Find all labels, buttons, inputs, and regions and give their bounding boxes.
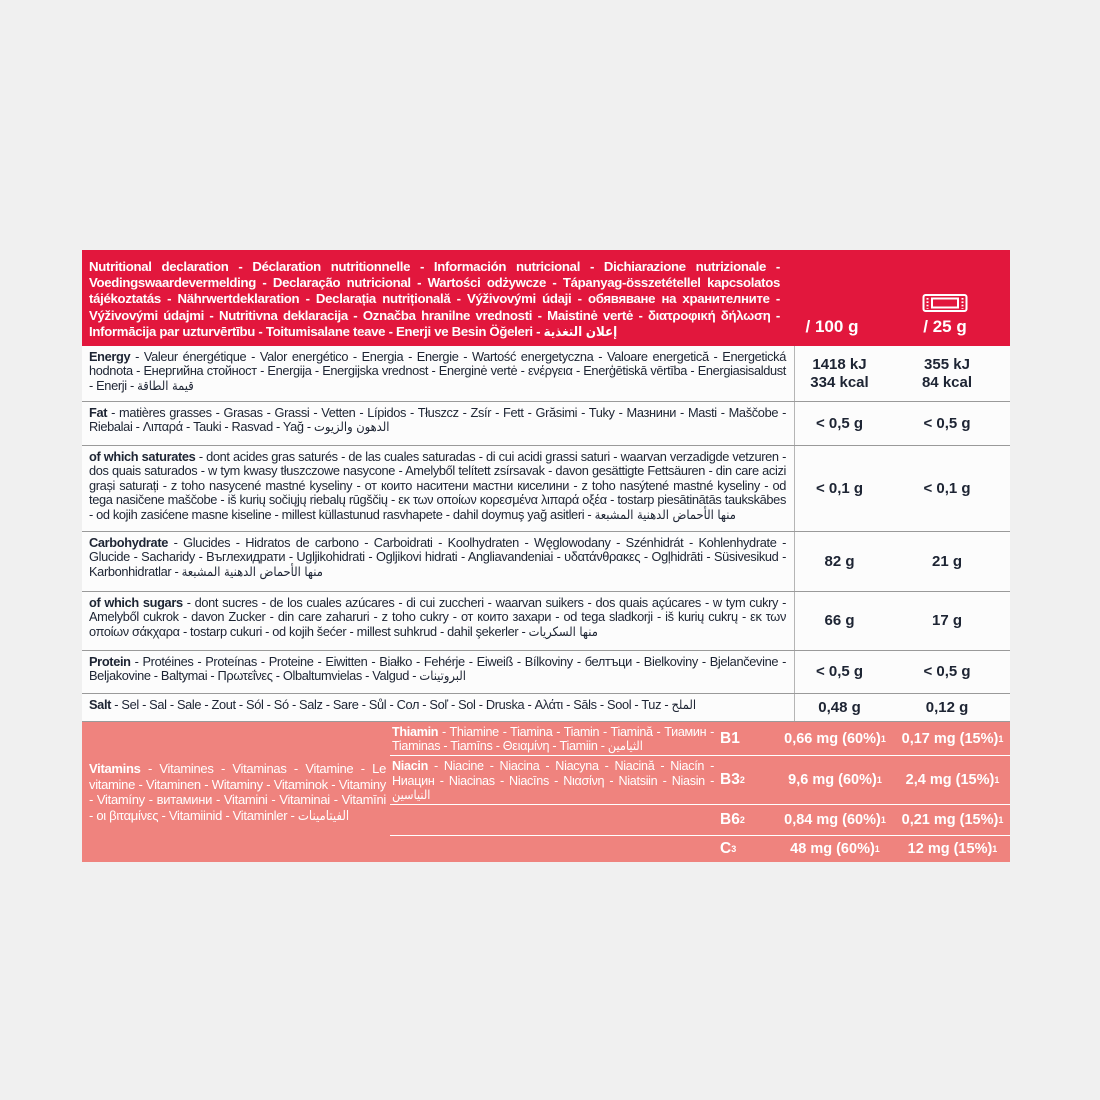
fat-value-per-25g: < 0,5 g <box>923 414 971 432</box>
energy-bar-icon <box>922 292 968 314</box>
protein-value-per-100g: < 0,5 g <box>794 651 884 693</box>
niacin-label: Niacin - Niacine - Niacina - Niacyna - Niacină - Niacín - Ниацин - Niacinas - Niacīns - Νιασίνη - Niatsiin - Niasin - النياسين <box>392 759 714 802</box>
column-header-per-100g <box>784 257 880 340</box>
energy-kj-25: 355 kJ <box>924 355 970 373</box>
carbohydrate-label-lead: Carbohydrate <box>89 535 168 551</box>
carbohydrate-label <box>82 532 794 591</box>
vitamins-rows <box>390 722 1010 862</box>
vitamin-row-c <box>390 836 1010 862</box>
salt-label-lead: Salt <box>89 697 112 713</box>
fat-value-per-100g: < 0,5 g <box>794 402 884 445</box>
vitamin-code-c: C 3 <box>720 840 737 858</box>
vitamin-row-b6 <box>390 805 1010 836</box>
b1-value-per-25g: 0,17 mg (15%) 1 <box>901 730 1004 747</box>
carbohydrate-value-per-100g: 82 g <box>794 532 884 591</box>
vitamin-code-b1: B1 <box>720 729 740 747</box>
c-value-per-25g: 12 mg (15%) 1 <box>907 841 998 858</box>
energy-kcal-25: 84 kcal <box>921 373 973 391</box>
carbohydrate-label-translations: - Glucides - Hidratos de carbono - Carboidrati - Koolhydraten - Węglowodany - Szénhidrát - Kohlenhydrate - Glucide - Sacharidy - Въглехидрати - Ugljikohidrati - Ogljikovi hidrati - Angliavandeniai - υδατάνθρακες - Ogļhidrāti - Süsivesikud - Karbonhidratlar - منها الأحماض الدهنية المشبعة <box>89 535 787 579</box>
protein-label <box>82 651 794 693</box>
sugars-label <box>82 592 794 650</box>
vitamin-row-b1 <box>390 722 1010 756</box>
saturates-label <box>82 446 794 531</box>
protein-value-per-25g: < 0,5 g <box>923 663 971 681</box>
protein-label-lead: Protein <box>89 654 131 670</box>
salt-label <box>82 694 794 721</box>
saturates-label-translations: - dont acides gras saturés - de las cuales saturadas - di cui acidi grassi saturi - waarvan verzadigde vetzuren - dos quais saturados - w tym kwasy tłuszczowe nasycone - Amelyből telített zsírsavak - davon gesättigte Fettsäuren - din care acizi grași saturați - z toho nasycené mastné kyseliny - от които наситени мастни киселини - z toho nasýtené mastné kyseliny - od tega nasičene maščobe - iš kurių sočiųjų riebalų rūgščių - εκ των οποίων κορεσμένα λιπαρά οξέα - tostarp piesātinātās taukskābes - od kojih zasićene masne kiseline - millest küllastunud rasvhapete - dahil doymuş yağ asitleri - منها الأحماض الدهنية المشبعة <box>89 449 786 522</box>
salt-label-translations: - Sel - Sal - Sale - Zout - Sól - Só - Salz - Sare - Sůl - Сол - Soľ - Sol - Druska - Αλάτι - Sāls - Sool - Tuz - الملح <box>114 697 697 713</box>
salt-value-per-25g: 0,12 g <box>925 698 969 716</box>
table-header <box>82 250 1010 346</box>
protein-label-translations: - Protéines - Proteínas - Proteine - Eiwitten - Białko - Fehérje - Eiweiß - Bílkoviny - белтъци - Bielkoviny - Bjelančevine - Beljakovine - Baltymai - Πρωτεΐνες - Olbaltumvielas - Valgud - البروتينات <box>89 654 786 684</box>
saturates-label-lead: of which saturates <box>89 449 196 465</box>
vitamin-row-b3 <box>390 756 1010 805</box>
sugars-label-lead: of which sugars <box>89 595 183 611</box>
c-value-per-100g: 48 mg (60%) 1 <box>790 841 880 858</box>
saturates-value-per-25g: < 0,1 g <box>923 479 971 497</box>
sugars-label-translations: - dont sucres - de los cuales azúcares - di cui zuccheri - waarvan suikers - dos quais açúcares - w tym cukry - Amelyből cukrok - davon Zucker - din care zaharuri - z toho cukry - от които захари - od tega sladkorji - iš kurių cukrų - εκ των οποίων σάκχαρα - tostarp cukuri - od kojih šećer - millest suhkrud - dahil şekerler - منها السكريات <box>89 595 786 639</box>
vitamins-section <box>82 722 1010 862</box>
thiamin-label: Thiamin - Thiamine - Tiamina - Tiamin - Tiamină - Тиамин - Tiaminas - Tiamīns - Θειαμίνη - Tiamiin - الثيامين <box>392 725 714 754</box>
b3-value-per-25g: 2,4 mg (15%) 1 <box>905 772 1000 789</box>
saturates-value-per-100g: < 0,1 g <box>794 446 884 531</box>
vitamin-code-b6: B6 2 <box>720 811 745 829</box>
nutrition-facts-table <box>82 250 1010 862</box>
c-empty-name <box>390 836 720 862</box>
header-title: Nutritional declaration - Déclaration nutritionnelle - Información nutricional - Dichiarazione nutrizionale - Voedingswaardevermelding - Declaração nutricional - Wartości odżywcze - Tápanyag-összetétellel kapcsolatos tájékoztatás - Nährwertdeklaration - Declarația nutrițională - Výživovými údaji - обявяване на хранителните - Výživovými údajmi - Nutritivna deklaracija - Označba hranilne vrednosti - Maistinė vertė - διατροφική δήλωση - Informācija par uzturvērtību - Toitumisalane teave - Enerji ve Besin Öğeleri - إعلان التغذية <box>89 259 780 339</box>
energy-label <box>82 346 794 401</box>
table-row-carbohydrate <box>82 532 1010 592</box>
vitamins-label <box>82 722 390 862</box>
column-header-per-25g <box>880 257 1010 340</box>
table-row-protein <box>82 651 1010 694</box>
sugars-value-per-100g: 66 g <box>794 592 884 650</box>
table-row-fat <box>82 402 1010 446</box>
energy-label-translations: - Valeur énergétique - Valor energético - Energia - Energie - Wartość energetyczna - Valoare energetică - Energetická hodnota - Енергийна стойност - Energija - Energijska vrednost - Energinė vertė - ενέργεια - Enerģētiskā vērtība - Energiasisaldust - Enerji - قيمة الطاقة <box>89 349 786 393</box>
energy-value-per-100g <box>794 346 884 401</box>
b3-value-per-100g: 9,6 mg (60%) 1 <box>788 772 882 789</box>
per-25g-label: / 25 g <box>923 317 967 337</box>
per-100g-label: / 100 g <box>805 317 859 337</box>
vitamins-label-translations: - Vitamines - Vitaminas - Vitamine - Le vitamine - Vitaminen - Witaminy - Vitaminok - Vitaminy - Vitamíny - витамини - Vitamini - Vitaminai - Vitamīni - οι βιταμίνες - Vitamiinid - Vitaminler - الفيتامينات <box>89 761 387 823</box>
vitamins-label-lead: Vitamins <box>89 761 141 777</box>
carbohydrate-value-per-25g: 21 g <box>931 552 962 570</box>
energy-kcal-100: 334 kcal <box>810 373 869 391</box>
vitamin-code-b3: B3 2 <box>720 771 745 789</box>
table-row-energy <box>82 346 1010 402</box>
energy-value-per-25g <box>884 346 1010 401</box>
table-row-salt <box>82 694 1010 722</box>
b6-value-per-100g: 0,84 mg (60%) 1 <box>784 812 886 829</box>
energy-kj-100: 1418 kJ <box>812 355 867 373</box>
sugars-value-per-25g: 17 g <box>931 612 962 630</box>
fat-label-translations: - matières grasses - Grasas - Grassi - Vetten - Lípidos - Tłuszcz - Zsír - Fett - Grăsimi - Tuky - Мазнини - Masti - Maščobe - Riebalai - Λιπαρά - Tauki - Rasvad - Yağ - الدهون والزيوت <box>89 405 786 435</box>
b6-value-per-25g: 0,21 mg (15%) 1 <box>901 812 1004 829</box>
table-row-saturates <box>82 446 1010 532</box>
table-row-sugars <box>82 592 1010 651</box>
fat-label-lead: Fat <box>89 405 108 421</box>
salt-value-per-100g: 0,48 g <box>794 694 884 721</box>
energy-label-lead: Energy <box>89 349 131 365</box>
fat-label <box>82 402 794 445</box>
b6-empty-name <box>390 805 720 835</box>
b1-value-per-100g: 0,66 mg (60%) 1 <box>784 730 886 747</box>
